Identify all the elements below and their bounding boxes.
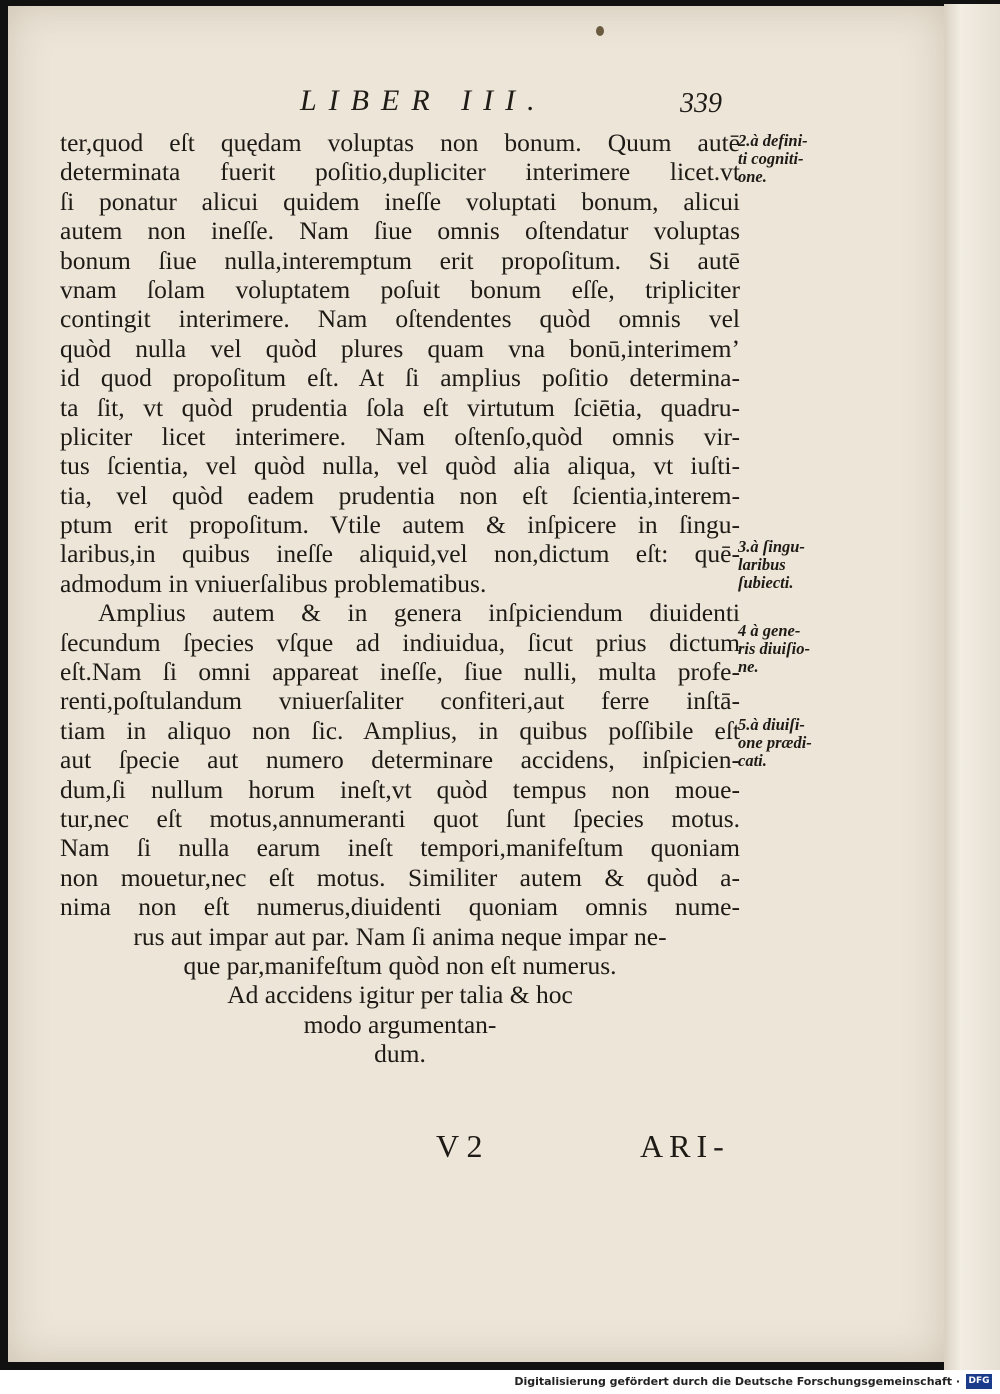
margin-note-line: laribus [738,555,786,574]
text-line: tiam in aliquo non ſic. Amplius, in quibus poſſibile eſt [60,715,740,745]
main-text-block [60,128,740,1069]
text-line: admodum in vniuerſalibus problematibus. [60,568,487,598]
running-title: LIBER III. [300,84,547,117]
text-line: autem non ineſſe. Nam ſiue omnis oſtendatur voluptas [60,216,740,246]
text-line: tur,nec eſt motus,annumeranti quot ſunt ſpecies motus. [60,803,740,833]
text-line: renti,poſtulandum vniuerſaliter confiteri,aut ferre inſtā- [60,686,740,716]
margin-note [738,538,858,592]
text-line: ſecundum ſpecies vſque ad indiuidua, ſicut prius dictum [60,627,740,657]
text-line: ſi ponatur alicui quidem ineſſe voluptati bonum, alicui [60,186,740,216]
margin-note-line: one prædi- [738,733,812,752]
text-line: bonum ſiue nulla,interemptum erit propoſitum. Si autē [60,245,740,275]
text-line: dum,ſi nullum horum ineſt,vt quòd tempus non moue- [60,774,740,804]
text-line: eſt.Nam ſi omni appareat ineſſe, ſiue nulli, multa profe- [60,657,740,687]
text-line: modo argumentan- [303,1009,497,1039]
margin-note [738,716,858,770]
text-line: vnam ſolam voluptatem poſuit bonum eſſe, tripliciter [60,274,740,304]
catchword: ARI- [640,1128,730,1164]
text-line: quòd nulla vel quòd plures quam vna bonū,interimem’ [60,333,740,363]
margin-note-line: 2.à defini- [738,131,808,150]
text-line: Amplius autem & in genera inſpiciendum diuidenti [98,598,740,628]
margin-note-line: one. [738,167,767,186]
text-line: tus ſcientia, vel quòd nulla, vel quòd alia aliqua, vt iuſti- [60,451,740,481]
text-line: que par,manifeſtum quòd non eſt numerus. [183,950,617,980]
text-line: ptum erit propoſitum. Vtile autem & inſpicere in ſingu- [60,510,740,540]
ink-speck [596,26,604,36]
page-header [0,84,940,128]
signature-mark: V 2 [436,1128,483,1164]
text-line: nima non eſt numerus,diuidenti quoniam omnis nume- [60,892,740,922]
margin-note-line: 4 à gene- [738,621,801,640]
text-line: Nam ſi nulla earum ineſt tempori,manifeſtum quoniam [60,833,740,863]
text-line: tia, vel quòd eadem prudentia non eſt ſcientia,interem- [60,480,740,510]
text-line: aut ſpecie aut numero determinare accidens, inſpicien- [60,745,740,775]
text-line: Ad accidens igitur per talia & hoc [227,980,573,1010]
text-line: non mouetur,nec eſt motus. Similiter autem & quòd a- [60,862,740,892]
margin-note [738,622,858,676]
text-line: determinata fuerit poſitio,dupliciter interimere licet.vt [60,157,740,187]
text-line: id quod propoſitum eſt. At ſi amplius poſitio determina- [60,363,740,393]
dfg-logo-icon: DFG [966,1374,992,1389]
margin-note-line: ne. [738,657,759,676]
text-line: ter,quod eſt quędam voluptas non bonum. Quum autē [60,128,740,157]
digitization-footer [0,1370,1000,1394]
text-line: ta ſit, vt quòd prudentia ſola eſt virtutum ſciētia, quadru- [60,392,740,422]
margin-note-line: ti cogniti- [738,149,804,168]
margin-note-line: 3.à ſingu- [738,537,805,556]
page-number: 339 [680,88,722,119]
page-foot [0,1128,940,1168]
funding-credit: Digitalisierung gefördert durch die Deutsche Forschungsgemeinschaft · [514,1375,960,1388]
page-edge [944,4,1000,1370]
margin-note-line: 5.à diuiſi- [738,715,805,734]
text-line: pliciter licet interimere. Nam oſtenſo,quòd omnis vir- [60,421,740,451]
text-line: contingit interimere. Nam oſtendentes quòd omnis vel [60,304,740,334]
margin-note-line: ſubiecti. [738,573,794,592]
margin-note-line: ris diuiſio- [738,639,810,658]
margin-note [738,132,858,186]
text-line: rus aut impar aut par. Nam ſi anima neque impar ne- [133,921,667,951]
margin-note-line: cati. [738,751,767,770]
text-line: dum. [374,1039,426,1069]
text-line: laribus,in quibus ineſſe aliquid,vel non,dictum eſt: quē- [60,539,740,569]
